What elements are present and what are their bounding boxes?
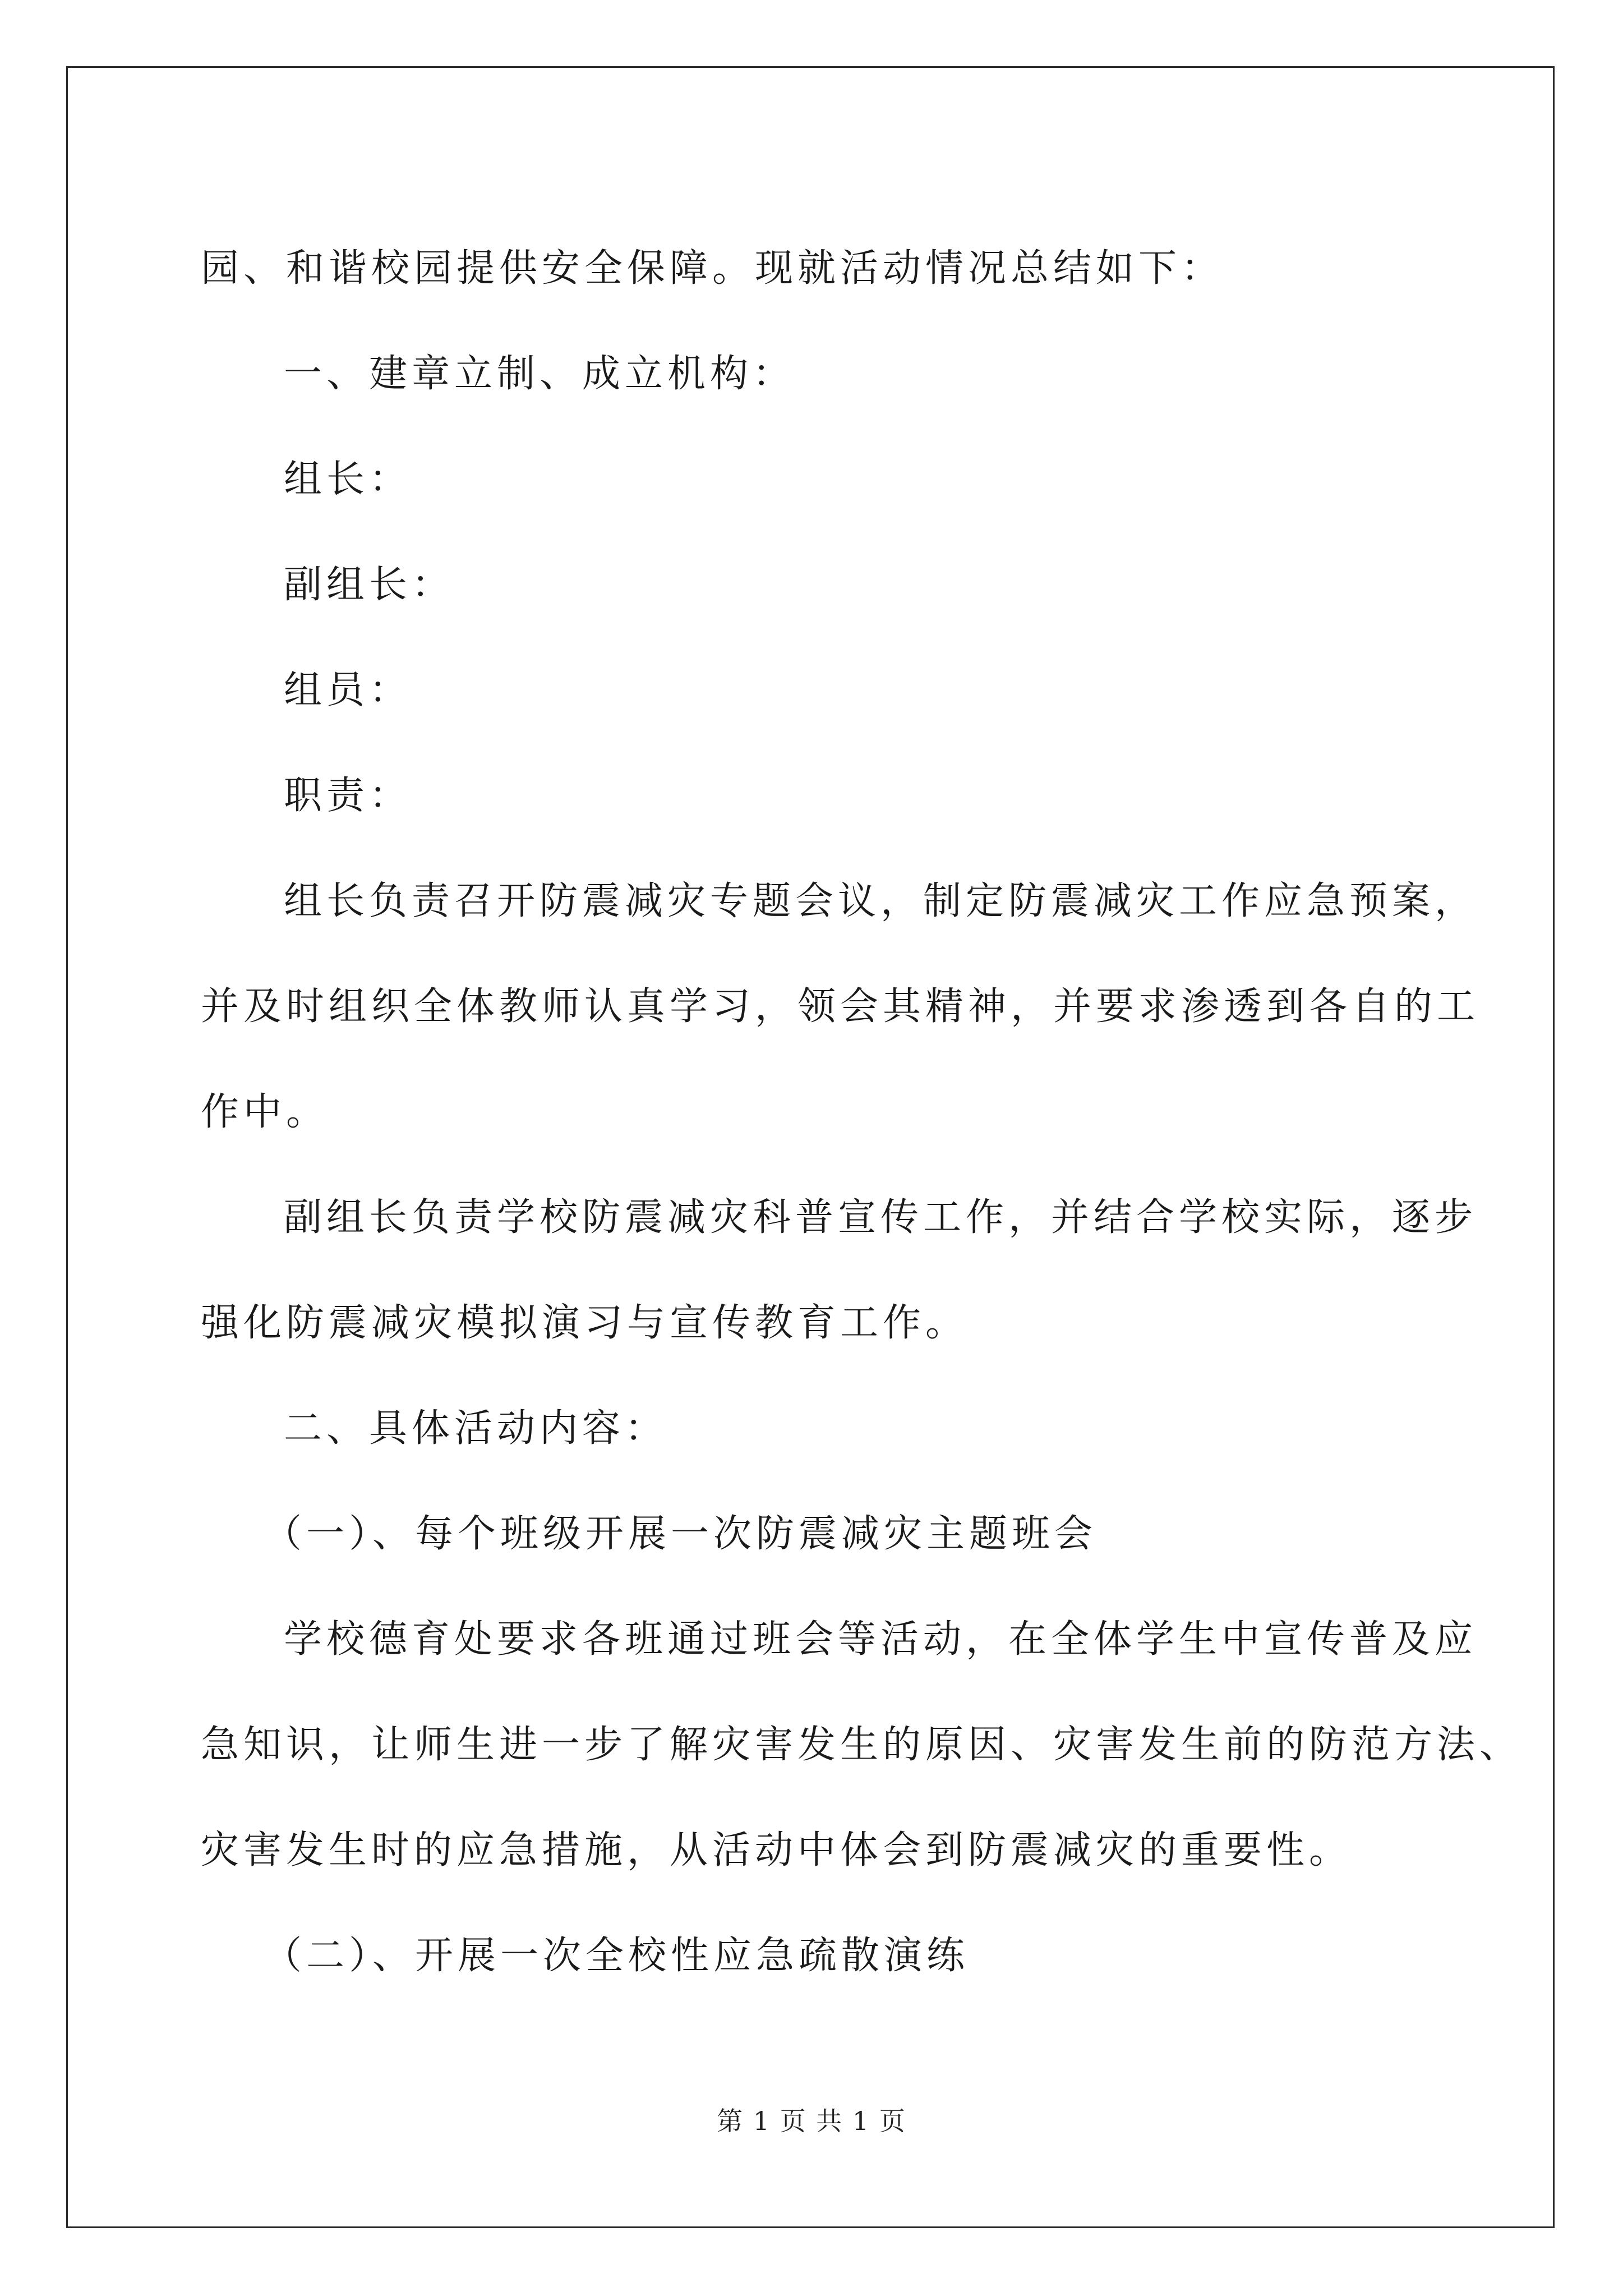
section-heading: 二、具体活动内容：	[284, 1406, 668, 1451]
text-line: 组员：	[284, 668, 412, 712]
text-line: 组长：	[284, 457, 412, 501]
text-line: 园、和谐校园提供安全保障。现就活动情况总结如下：	[201, 246, 1224, 291]
text-line: 作中。	[201, 1090, 329, 1134]
section-heading: 一、建章立制、成立机构：	[284, 352, 796, 396]
text-line: 组长负责召开防震减灾专题会议，制定防震减灾工作应急预案，	[284, 879, 1478, 923]
page-number-footer: 第 1 页 共 1 页	[717, 2106, 906, 2136]
text-line: 职责：	[284, 774, 412, 818]
document-body	[201, 216, 1523, 2009]
text-line: 灾害发生时的应急措施，从活动中体会到防震减灾的重要性。	[201, 1828, 1352, 1872]
text-line: 急知识，让师生进一步了解灾害发生的原因、灾害发生前的防范方法、	[201, 1723, 1523, 1767]
text-line: 副组长：	[284, 563, 455, 607]
subsection-heading: （二）、开展一次全校性应急疏散演练	[264, 1934, 970, 1978]
text-line: 强化防震减灾模拟演习与宣传教育工作。	[201, 1301, 969, 1345]
subsection-heading: （一）、每个班级开展一次防震减灾主题班会	[264, 1512, 1098, 1556]
text-line: 学校德育处要求各班通过班会等活动，在全体学生中宣传普及应	[284, 1617, 1478, 1662]
text-line: 并及时组织全体教师认真学习，领会其精神，并要求渗透到各自的工	[201, 984, 1480, 1029]
text-line: 副组长负责学校防震减灾科普宣传工作，并结合学校实际，逐步	[284, 1195, 1478, 1240]
